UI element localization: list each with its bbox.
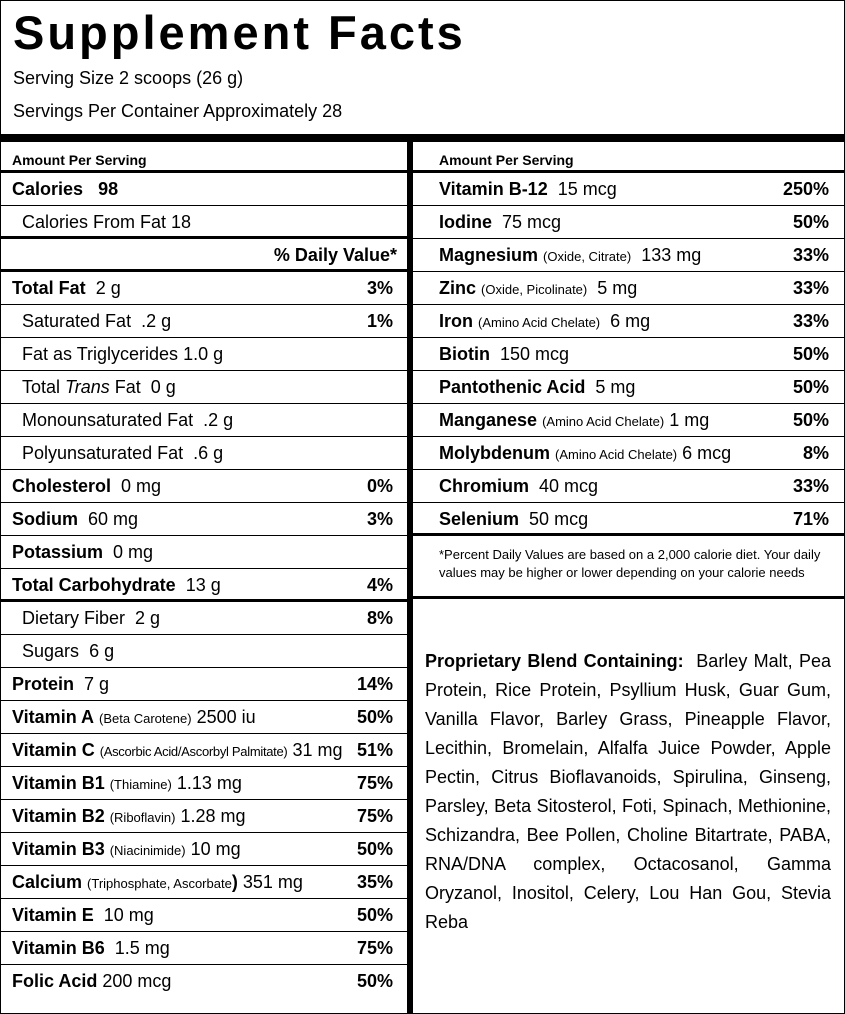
vitamin-b6-label: Vitamin B6 <box>12 938 105 958</box>
total-carb-label: Total Carbohydrate <box>12 575 176 595</box>
vitamin-b6-dv: 75% <box>356 938 393 958</box>
saturated-fat-label: Saturated Fat <box>22 311 132 331</box>
total-carbohydrate-row <box>0 569 407 602</box>
sodium-label: Sodium <box>12 509 78 529</box>
zinc-dv: 33% <box>792 278 829 298</box>
b12-label: Vitamin B-12 <box>439 179 548 199</box>
vitamin-b2-amount: 1.28 mg <box>180 806 246 826</box>
fiber-dv: 8% <box>366 608 393 628</box>
vitamin-b3-source: (Niacinimide) <box>109 843 186 858</box>
iron-dv: 33% <box>792 311 829 331</box>
mono-fat-label: Monounsaturated Fat <box>22 410 194 430</box>
protein-row <box>0 668 407 701</box>
iodine-row <box>413 206 845 239</box>
vitamin-c-row <box>0 734 407 767</box>
calcium-source: (Triphosphate, Ascorbate <box>87 876 232 891</box>
protein-amount: 7 g <box>84 674 110 694</box>
calcium-dv: 35% <box>356 872 393 892</box>
sugars-row <box>0 635 407 668</box>
chromium-amount: 40 mcg <box>539 476 599 496</box>
vitamin-b6-amount: 1.5 mg <box>114 938 170 958</box>
total-fat-row <box>0 272 407 305</box>
folic-acid-dv: 50% <box>356 971 393 991</box>
fiber-label: Dietary Fiber <box>22 608 126 628</box>
calories-from-fat-value: 18 <box>171 212 192 232</box>
daily-value-header: % Daily Value* <box>0 239 407 272</box>
pantothenic-amount: 5 mg <box>595 377 636 397</box>
panel-title: Supplement Facts <box>13 6 466 59</box>
b12-dv: 250% <box>782 179 829 199</box>
proprietary-blend-ingredients: Barley Malt, Pea Protein, Rice Protein, Psyllium Husk, Guar Gum, Vanilla Flavor, Barley Grass, Pineapple Flavor, Lecithin, Bromelain, Alfalfa Juice Powder, Apple Pectin, Citrus Bioflavanoids, Spirulina, Ginseng, Parsley, Beta Sitosterol, Foti, Spinach, Methionine, Schizandra, Bee Pollen, Choline Bitartrate, PABA, RNA/DNA complex, Octacosanol, Gamma Oryzanol, Inositol, Celery, Lou Han Gou, Stevia Reba <box>425 651 831 932</box>
molybdenum-row <box>413 437 845 470</box>
vitamin-c-label: Vitamin C <box>12 740 95 760</box>
saturated-fat-amount: .2 g <box>141 311 172 331</box>
biotin-label: Biotin <box>439 344 490 364</box>
biotin-dv: 50% <box>792 344 829 364</box>
molybdenum-source: (Amino Acid Chelate) <box>555 447 678 462</box>
left-column <box>0 142 407 998</box>
vitamin-a-amount: 2500 iu <box>196 707 256 727</box>
biotin-amount: 150 mcg <box>500 344 570 364</box>
calories-from-fat-row <box>0 206 407 239</box>
magnesium-row <box>413 239 845 272</box>
vitamin-b3-dv: 50% <box>356 839 393 859</box>
mono-fat-amount: .2 g <box>203 410 234 430</box>
trans-fat-label-post: Fat <box>114 377 141 397</box>
sugars-label: Sugars <box>22 641 80 661</box>
molybdenum-dv: 8% <box>802 443 829 463</box>
folic-acid-amount: 200 mcg <box>102 971 172 991</box>
cholesterol-row <box>0 470 407 503</box>
right-amount-per-serving-header: Amount Per Serving <box>413 142 845 173</box>
folic-acid-label: Folic Acid <box>12 971 98 991</box>
calcium-amount: 351 mg <box>242 872 303 892</box>
vitamin-b2-dv: 75% <box>356 806 393 826</box>
pantothenic-acid-row <box>413 371 845 404</box>
serving-size: Serving Size 2 scoops (26 g) <box>13 68 244 88</box>
iron-source: (Amino Acid Chelate) <box>478 315 601 330</box>
pantothenic-dv: 50% <box>792 377 829 397</box>
vitamin-b1-amount: 1.13 mg <box>176 773 242 793</box>
magnesium-dv: 33% <box>792 245 829 265</box>
trans-fat-row <box>0 371 407 404</box>
sodium-amount: 60 mg <box>88 509 139 529</box>
potassium-amount: 0 mg <box>113 542 154 562</box>
proprietary-blend-label: Proprietary Blend Containing: <box>425 651 684 671</box>
calories-label: Calories <box>12 179 84 199</box>
protein-label: Protein <box>12 674 75 694</box>
vitamin-b3-amount: 10 mg <box>190 839 241 859</box>
calories-value: 98 <box>98 179 119 199</box>
poly-fat-label: Polyunsaturated Fat <box>22 443 184 463</box>
vitamin-c-dv: 51% <box>356 740 393 760</box>
chromium-dv: 33% <box>792 476 829 496</box>
iodine-label: Iodine <box>439 212 492 232</box>
calcium-row <box>0 866 407 899</box>
saturated-fat-dv: 1% <box>366 311 393 331</box>
vitamin-c-source: (Ascorbic Acid/Ascorbyl Palmitate) <box>99 744 288 759</box>
vitamin-b2-source: (Riboflavin) <box>109 810 176 825</box>
vitamin-e-label: Vitamin E <box>12 905 94 925</box>
iodine-dv: 50% <box>792 212 829 232</box>
fiber-amount: 2 g <box>135 608 161 628</box>
right-column <box>413 142 845 937</box>
vitamin-b2-label: Vitamin B2 <box>12 806 105 826</box>
saturated-fat-row <box>0 305 407 338</box>
sodium-row <box>0 503 407 536</box>
selenium-row <box>413 503 845 536</box>
iron-label: Iron <box>439 311 473 331</box>
servings-per-container: Servings Per Container Approximately 28 <box>13 101 343 121</box>
manganese-amount: 1 mg <box>669 410 710 430</box>
molybdenum-amount: 6 mcg <box>682 443 732 463</box>
manganese-row <box>413 404 845 437</box>
monounsaturated-fat-row <box>0 404 407 437</box>
triglycerides-row <box>0 338 407 371</box>
chromium-label: Chromium <box>439 476 529 496</box>
cholesterol-amount: 0 mg <box>121 476 162 496</box>
amount-per-serving-header: Amount Per Serving <box>0 142 407 173</box>
daily-value-footnote: *Percent Daily Values are based on a 2,000 calorie diet. Your daily values may be higher or lower depending on your calorie needs <box>413 536 845 599</box>
zinc-source: (Oxide, Picolinate) <box>481 282 588 297</box>
trans-fat-label-pre: Total <box>22 377 61 397</box>
total-fat-amount: 2 g <box>95 278 121 298</box>
vitamin-b3-label: Vitamin B3 <box>12 839 105 859</box>
calcium-close-paren: ) <box>231 872 238 892</box>
vitamin-b1-label: Vitamin B1 <box>12 773 105 793</box>
selenium-label: Selenium <box>439 509 520 529</box>
vitamin-b12-row <box>413 173 845 206</box>
trans-fat-amount: 0 g <box>150 377 176 397</box>
iron-row <box>413 305 845 338</box>
total-carb-dv: 4% <box>366 575 393 595</box>
sugars-amount: 6 g <box>89 641 115 661</box>
iodine-amount: 75 mcg <box>502 212 562 232</box>
total-carb-amount: 13 g <box>185 575 221 595</box>
triglycerides-label: Fat as Triglycerides <box>22 344 179 364</box>
b12-amount: 15 mcg <box>557 179 617 199</box>
header-divider <box>0 134 845 142</box>
polyunsaturated-fat-row <box>0 437 407 470</box>
total-fat-dv: 3% <box>366 278 393 298</box>
calcium-label: Calcium <box>12 872 83 892</box>
vitamin-c-amount: 31 mg <box>292 740 343 760</box>
pantothenic-label: Pantothenic Acid <box>439 377 586 397</box>
biotin-row <box>413 338 845 371</box>
sodium-dv: 3% <box>366 509 393 529</box>
protein-dv: 14% <box>356 674 393 694</box>
poly-fat-amount: .6 g <box>193 443 224 463</box>
vitamin-a-source: (Beta Carotene) <box>99 711 192 726</box>
selenium-dv: 71% <box>792 509 829 529</box>
vitamin-b1-source: (Thiamine) <box>109 777 172 792</box>
vitamin-a-label: Vitamin A <box>12 707 95 727</box>
triglycerides-amount: 1.0 g <box>183 344 224 364</box>
vitamin-e-row <box>0 899 407 932</box>
magnesium-amount: 133 mg <box>641 245 702 265</box>
vitamin-b2-row <box>0 800 407 833</box>
manganese-dv: 50% <box>792 410 829 430</box>
magnesium-label: Magnesium <box>439 245 539 265</box>
calories-from-fat-label: Calories From Fat <box>22 212 167 232</box>
selenium-amount: 50 mcg <box>529 509 589 529</box>
vitamin-e-dv: 50% <box>356 905 393 925</box>
dietary-fiber-row <box>0 602 407 635</box>
zinc-amount: 5 mg <box>597 278 638 298</box>
vitamin-e-amount: 10 mg <box>103 905 154 925</box>
vitamin-b6-row <box>0 932 407 965</box>
vitamin-b1-row <box>0 767 407 800</box>
cholesterol-label: Cholesterol <box>12 476 112 496</box>
vitamin-b1-dv: 75% <box>356 773 393 793</box>
magnesium-source: (Oxide, Citrate) <box>543 249 632 264</box>
cholesterol-dv: 0% <box>366 476 393 496</box>
iron-amount: 6 mg <box>610 311 651 331</box>
proprietary-blend <box>413 599 845 937</box>
vitamin-a-dv: 50% <box>356 707 393 727</box>
zinc-label: Zinc <box>439 278 477 298</box>
potassium-label: Potassium <box>12 542 104 562</box>
chromium-row <box>413 470 845 503</box>
calories-row <box>0 173 407 206</box>
zinc-row <box>413 272 845 305</box>
manganese-label: Manganese <box>439 410 538 430</box>
trans-fat-label-italic: Trans <box>65 377 110 397</box>
manganese-source: (Amino Acid Chelate) <box>542 414 665 429</box>
vitamin-b3-row <box>0 833 407 866</box>
molybdenum-label: Molybdenum <box>439 443 550 463</box>
total-fat-label: Total Fat <box>12 278 86 298</box>
vitamin-a-row <box>0 701 407 734</box>
folic-acid-row <box>0 965 407 998</box>
potassium-row <box>0 536 407 569</box>
